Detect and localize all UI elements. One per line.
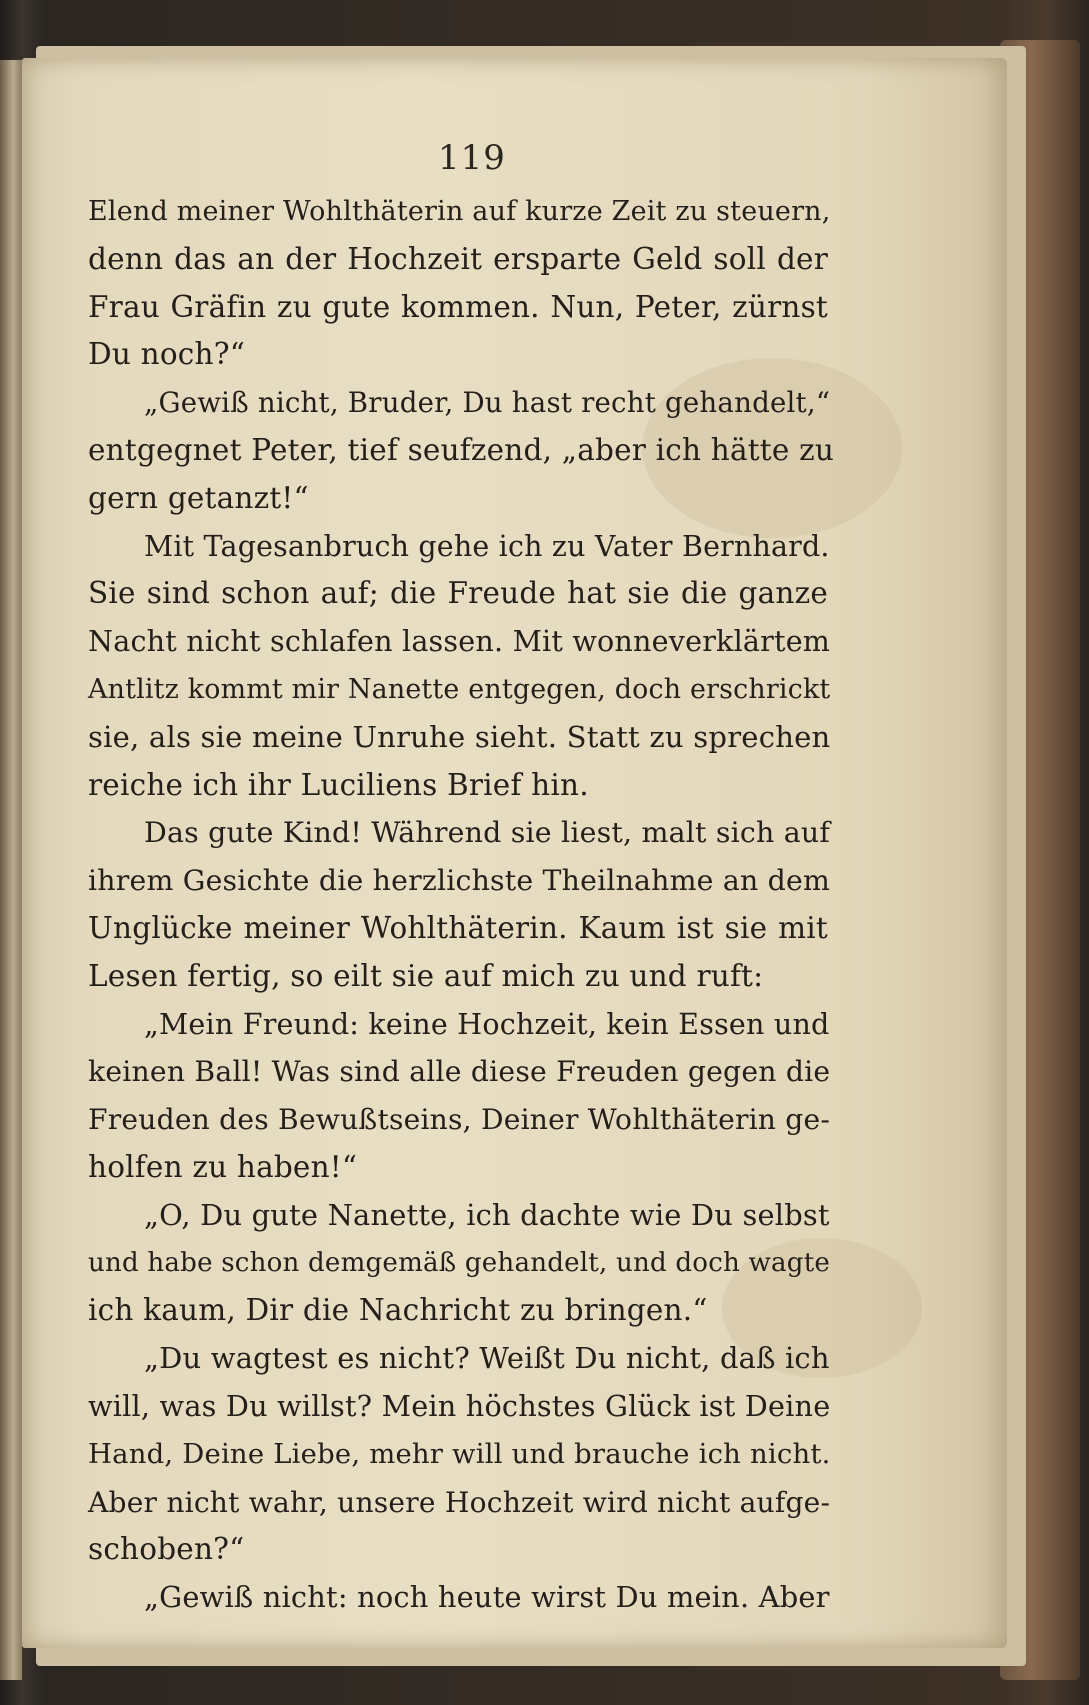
page-number: 119 [438,138,506,178]
text-line: Aber nicht wahr, unsere Hochzeit wird nicht aufge- [88,1485,831,1519]
text-line: ihrem Gesichte die herzlichste Theilnahme an dem [88,864,831,898]
text-line: „Gewiß nicht: noch heute wirst Du mein. Aber [144,1580,830,1615]
text-line: keinen Ball! Was sind alle diese Freuden gegen die [88,1055,831,1089]
previous-page-edge [0,60,22,1680]
text-line: Sie sind schon auf; die Freude hat sie die ganze [88,576,828,611]
text-line: Freuden des Bewußtseins, Deiner Wohlthäterin ge- [88,1103,831,1137]
text-line: sie, als sie meine Unruhe sieht. Statt zu sprechen [88,719,831,754]
text-line: denn das an der Hochzeit ersparte Geld soll der [88,241,828,276]
text-line: schoben?“ [88,1532,245,1567]
text-line: Du noch?“ [88,337,246,372]
text-line: Nacht nicht schlafen lassen. Mit wonneverklärtem [88,624,831,659]
text-line: gern getanzt!“ [88,480,309,515]
text-line: und habe schon demgemäß gehandelt, und doch wagte [88,1247,831,1278]
text-line: Hand, Deine Liebe, mehr will und brauche ich nicht. [88,1438,831,1470]
text-line: „Gewiß nicht, Bruder, Du hast recht gehandelt,“ [144,386,831,420]
text-line: Unglücke meiner Wohlthäterin. Kaum ist sie mit [88,910,828,945]
text-line: ich kaum, Dir die Nachricht zu bringen.“ [88,1293,708,1328]
text-line: „O, Du gute Nanette, ich dachte wie Du selbst [144,1197,830,1232]
text-line: Frau Gräfin zu gute kommen. Nun, Peter, zürnst [88,289,828,324]
text-line: Elend meiner Wohlthäterin auf kurze Zeit zu steuern, [88,196,831,227]
page-text [88,188,835,1628]
text-line: Mit Tagesanbruch gehe ich zu Vater Bernhard. [144,529,830,563]
book-page [22,58,1007,1648]
text-line: holfen zu haben!“ [88,1149,358,1184]
text-line: „Du wagtest es nicht? Weißt Du nicht, daß ich [144,1341,830,1376]
text-line: will, was Du willst? Mein höchstes Glück ist Deine [88,1388,831,1423]
text-line: Lesen fertig, so eilt sie auf mich zu und ruft: [88,958,764,993]
text-line: Das gute Kind! Während sie liest, malt sich auf [144,816,831,850]
text-line: Antlitz kommt mir Nanette entgegen, doch erschrickt [88,673,831,705]
text-line: reiche ich ihr Luciliens Brief hin. [88,767,589,802]
text-line: „Mein Freund: keine Hochzeit, kein Essen und [144,1006,830,1041]
text-line: entgegnet Peter, tief seufzend, „aber ich hätte zu [88,432,835,467]
